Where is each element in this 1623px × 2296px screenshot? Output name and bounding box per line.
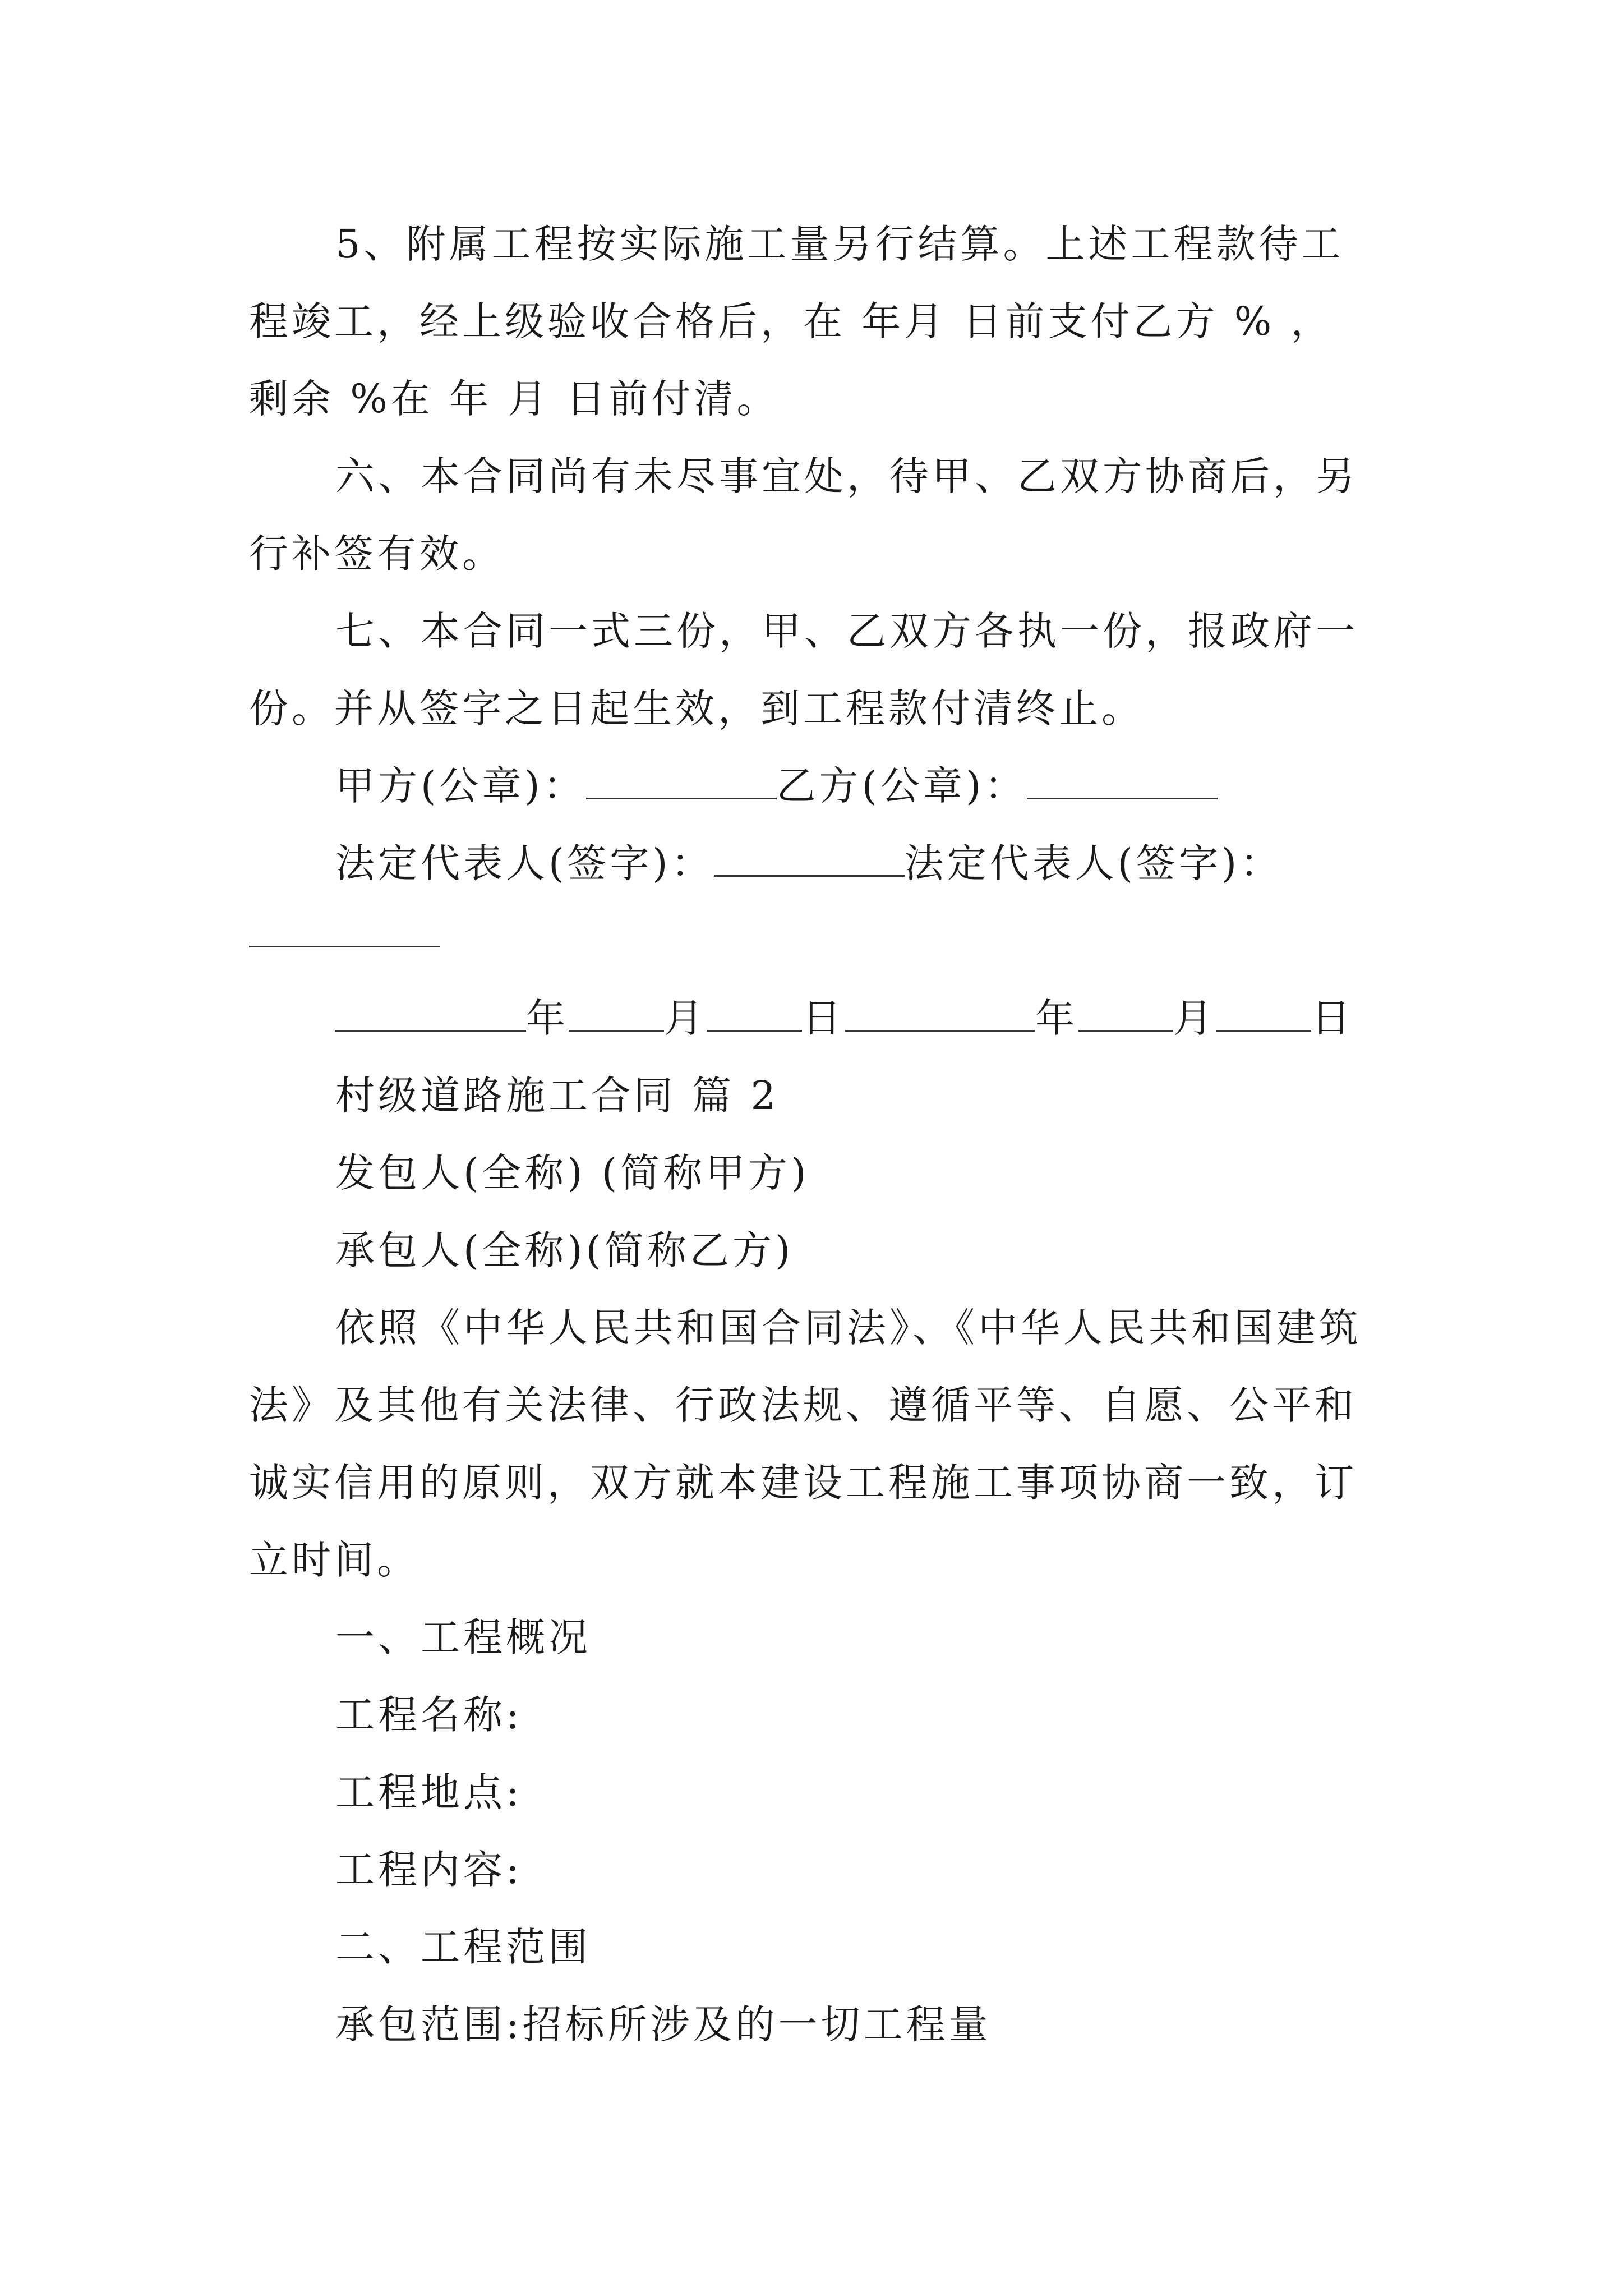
para5-line3: 剩余 %在 年 月 日前付清。 [249, 376, 780, 422]
para5-line1: 5、附属工程按实际施工量另行结算。上述工程款待工 [335, 221, 1344, 267]
date-line [335, 993, 1354, 1043]
para7-line2: 份。并从签字之日起生效，到工程款付清终止。 [249, 685, 1144, 731]
intro-line2: 法》及其他有关法律、行政法规、遵循平等、自愿、公平和 [249, 1382, 1357, 1428]
party-a-seal-label: 甲方(公章)： [335, 763, 586, 809]
para5-line2: 程竣工，经上级验收合格后，在 年月 日前支付乙方 % ， [249, 298, 1334, 344]
para6-line2: 行补签有效。 [249, 531, 505, 577]
date-a-month-blank [569, 997, 664, 1032]
date-b-year-label: 年 [1035, 995, 1078, 1041]
party-b-seal-label: 乙方(公章)： [776, 763, 1027, 809]
employer-line: 发包人(全称) (简称甲方) [335, 1150, 810, 1196]
date-a-day-label: 日 [802, 995, 845, 1041]
scope-text: 承包范围:招标所涉及的一切工程量 [335, 2001, 992, 2047]
contractor-line: 承包人(全称)(简称乙方) [335, 1227, 794, 1273]
date-a-month-label: 月 [664, 995, 707, 1041]
party-a-seal-blank [586, 765, 777, 799]
project-location-label: 工程地点: [335, 1769, 523, 1815]
project-name-label: 工程名称: [335, 1692, 523, 1738]
section2-title: 村级道路施工合同 篇 2 [335, 1073, 780, 1119]
project-content-label: 工程内容: [335, 1847, 523, 1893]
party-b-seal-blank [1027, 765, 1218, 799]
para6-line1: 六、本合同尚有未尽事宜处，待甲、乙双方协商后，另 [335, 453, 1358, 499]
date-b-month-label: 月 [1173, 995, 1216, 1041]
party-a-rep-blank [714, 843, 905, 877]
seal-line [335, 761, 1218, 811]
representative-line [335, 838, 1283, 889]
party-b-rep-label: 法定代表人(签字)： [904, 840, 1283, 886]
overview-heading: 一、工程概况 [335, 1614, 591, 1660]
date-b-day-label: 日 [1311, 995, 1354, 1041]
party-b-rep-blank [249, 913, 440, 947]
scope-heading: 二、工程范围 [335, 1924, 591, 1970]
date-a-year-label: 年 [526, 995, 569, 1041]
intro-line4: 立时间。 [249, 1537, 419, 1583]
para7-line1: 七、本合同一式三份，甲、乙双方各执一份，报政府一 [335, 608, 1358, 654]
date-a-year-blank [335, 997, 526, 1032]
date-b-month-blank [1078, 997, 1173, 1032]
party-a-rep-label: 法定代表人(签字)： [335, 840, 714, 886]
date-b-day-blank [1216, 997, 1311, 1032]
date-a-day-blank [707, 997, 802, 1032]
intro-line3: 诚实信用的原则，双方就本建设工程施工事项协商一致，订 [249, 1460, 1357, 1506]
intro-line1: 依照《中华人民共和国合同法》、《中华人民共和国建筑 [335, 1305, 1362, 1351]
party-b-rep-blank-line [249, 909, 440, 959]
date-b-year-blank [845, 997, 1035, 1032]
